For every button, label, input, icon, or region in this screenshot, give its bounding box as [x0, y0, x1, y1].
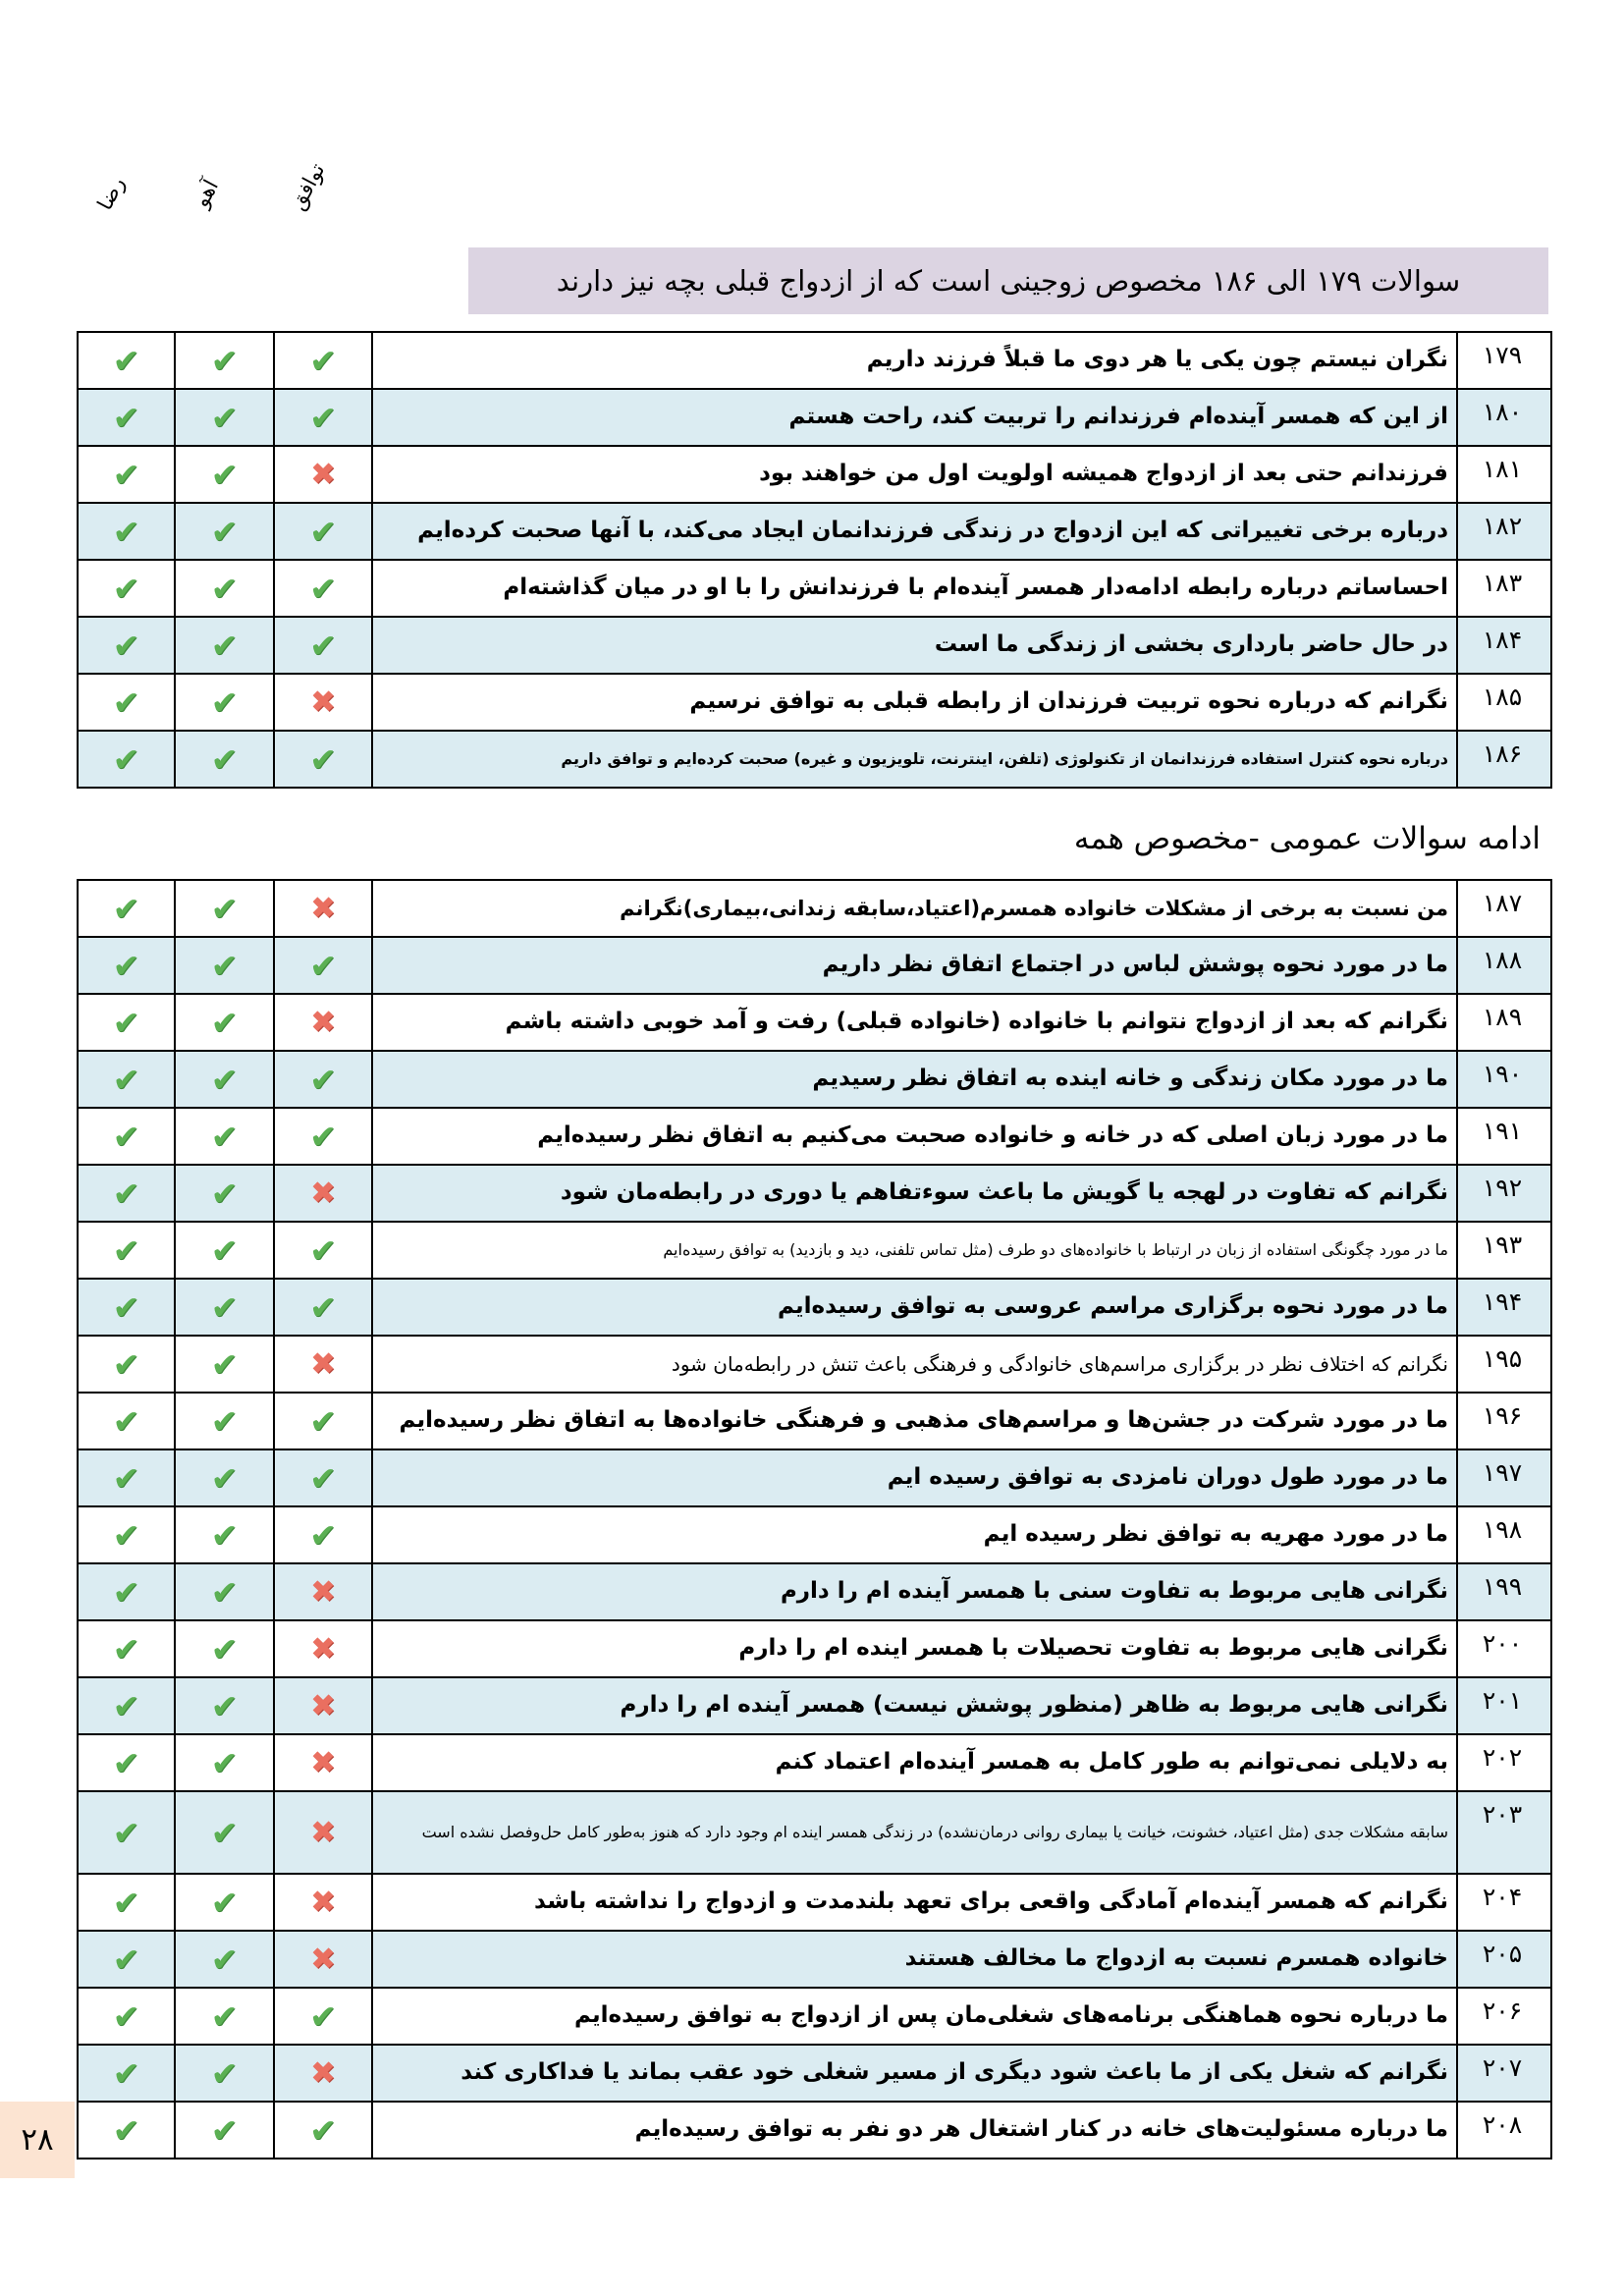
question-text: ما درباره نحوه هماهنگی برنامه‌های شغلی‌مان پس از ازدواج به توافق رسیده‌ایم: [373, 1989, 1458, 2044]
check-icon: ✔: [210, 739, 239, 779]
question-number: ۱۸۶: [1482, 739, 1523, 768]
check-icon: ✔: [112, 1401, 140, 1441]
check-icon: ✔: [309, 739, 337, 779]
check-icon: ✔: [309, 398, 337, 437]
check-icon: ✔: [210, 1117, 239, 1156]
question-text: نگرانم که اختلاف نظر در برگزاری مراسم‌های خانوادگی و فرهنگی باعث تنش در رابطه‌مان شود: [373, 1337, 1458, 1392]
check-icon: ✔: [210, 1572, 239, 1612]
check-icon: ✔: [112, 1572, 140, 1612]
question-number: ۱۸۲: [1482, 512, 1523, 540]
table-row: [79, 390, 1550, 447]
mark-cell: [79, 1280, 176, 1335]
mark-cell: [275, 881, 373, 936]
mark-cell: [176, 333, 275, 388]
question-text: نگرانم که درباره نحوه تربیت فرزندان از رابطه قبلی به توافق نرسیم: [373, 675, 1458, 730]
question-number: ۲۰۸: [1482, 2110, 1523, 2139]
mark-cell: [275, 1621, 373, 1676]
mark-cell: [79, 1989, 176, 2044]
question-text: ما در مورد طول دوران نامزدی به توافق رسیده ایم: [373, 1450, 1458, 1505]
cross-icon: ✖: [310, 2055, 336, 2091]
check-icon: ✔: [112, 2053, 140, 2093]
check-icon: ✔: [112, 1996, 140, 2036]
check-icon: ✔: [112, 1940, 140, 1979]
question-text: از این که همسر آینده‌ام فرزندانم را تربیت کند، راحت هستم: [373, 390, 1458, 445]
table-row: [79, 561, 1550, 618]
mark-cell: [176, 1564, 275, 1619]
check-icon: ✔: [309, 1117, 337, 1156]
question-number: ۱۸۱: [1482, 455, 1523, 483]
mark-cell: [275, 390, 373, 445]
question-text: خانواده همسرم نسبت به ازدواج ما مخالف هستند: [373, 1932, 1458, 1987]
mark-cell: [176, 1109, 275, 1164]
mark-cell: [275, 1450, 373, 1505]
table-row: [79, 333, 1550, 390]
table-row: [79, 732, 1550, 787]
mark-cell: [79, 1394, 176, 1449]
section1-title: سوالات ۱۷۹ الی ۱۸۶ مخصوص زوجینی است که از ازدواج قبلی بچه نیز دارند: [556, 264, 1461, 298]
mark-cell: [79, 2046, 176, 2101]
check-icon: ✔: [210, 1401, 239, 1441]
question-number: ۱۹۶: [1482, 1401, 1523, 1430]
question-text: نگرانم که شغل یکی از ما باعث شود دیگری از مسیر شغلی خود عقب بماند یا فداکاری کند: [373, 2046, 1458, 2101]
question-text: ما در مورد زبان اصلی که در خانه و خانواده صحبت می‌کنیم به اتفاق نظر رسیده‌ایم: [373, 1109, 1458, 1164]
question-text: ما درباره مسئولیت‌های خانه در کنار اشتغال هر دو نفر به توافق رسیده‌ایم: [373, 2103, 1458, 2158]
mark-cell: [176, 675, 275, 730]
table-row: [79, 1989, 1550, 2046]
mark-cell: [275, 1166, 373, 1221]
check-icon: ✔: [210, 1940, 239, 1979]
column-label-ahoo: آهو: [189, 176, 223, 211]
table-row: [79, 1052, 1550, 1109]
page-number-badge: [0, 2102, 75, 2178]
mark-cell: [79, 1166, 176, 1221]
check-icon: ✔: [112, 1003, 140, 1042]
table-row: [79, 504, 1550, 561]
check-icon: ✔: [210, 1686, 239, 1725]
check-icon: ✔: [210, 1230, 239, 1270]
check-icon: ✔: [112, 1287, 140, 1327]
question-number: ۲۰۷: [1482, 2053, 1523, 2082]
table-row: [79, 1109, 1550, 1166]
cross-icon: ✖: [310, 1631, 336, 1667]
check-icon: ✔: [309, 1515, 337, 1555]
check-icon: ✔: [309, 1060, 337, 1099]
question-text: ما در مورد مهریه به توافق نظر رسیده ایم: [373, 1507, 1458, 1562]
question-number: ۱۹۳: [1482, 1230, 1523, 1259]
mark-cell: [275, 1394, 373, 1449]
mark-cell: [275, 1875, 373, 1930]
mark-cell: [275, 1052, 373, 1107]
mark-cell: [79, 995, 176, 1050]
check-icon: ✔: [112, 946, 140, 985]
cross-icon: ✖: [310, 457, 336, 492]
mark-cell: [79, 938, 176, 993]
check-icon: ✔: [210, 2053, 239, 2093]
check-icon: ✔: [210, 1813, 239, 1852]
mark-cell: [275, 1337, 373, 1392]
mark-cell: [275, 447, 373, 502]
question-number: ۱۸۸: [1482, 946, 1523, 974]
question-number: ۲۰۶: [1482, 1996, 1523, 2025]
mark-cell: [176, 618, 275, 673]
check-icon: ✔: [210, 889, 239, 928]
mark-cell: [176, 1450, 275, 1505]
cross-icon: ✖: [310, 1941, 336, 1977]
table-row: [79, 1394, 1550, 1450]
table-row: [79, 1678, 1550, 1735]
mark-cell: [79, 1109, 176, 1164]
mark-cell: [176, 732, 275, 787]
mark-cell: [79, 504, 176, 559]
question-number: ۱۸۹: [1482, 1003, 1523, 1031]
cross-icon: ✖: [310, 684, 336, 720]
mark-cell: [275, 333, 373, 388]
question-number: ۱۹۵: [1482, 1344, 1523, 1373]
mark-cell: [176, 1507, 275, 1562]
mark-cell: [176, 504, 275, 559]
question-number: ۱۹۹: [1482, 1572, 1523, 1601]
question-text: نگران نیستم چون یکی یا هر دوی ما قبلاً فرزند داریم: [373, 333, 1458, 388]
check-icon: ✔: [210, 1515, 239, 1555]
mark-cell: [79, 333, 176, 388]
mark-cell: [176, 995, 275, 1050]
check-icon: ✔: [309, 1230, 337, 1270]
mark-cell: [79, 1450, 176, 1505]
question-number: ۱۷۹: [1482, 341, 1523, 369]
check-icon: ✔: [210, 398, 239, 437]
question-text: درباره برخی تغییراتی که این ازدواج در زندگی فرزندانمان ایجاد می‌کند، با آنها صحبت کرده‌ایم: [373, 504, 1458, 559]
mark-cell: [79, 1507, 176, 1562]
table-row: [79, 1166, 1550, 1223]
check-icon: ✔: [210, 569, 239, 608]
check-icon: ✔: [112, 1686, 140, 1725]
question-text: نگرانم که بعد از ازدواج نتوانم با خانواده (خانواده قبلی) رفت و آمد خوبی داشته باشم: [373, 995, 1458, 1050]
mark-cell: [79, 390, 176, 445]
table-row: [79, 1621, 1550, 1678]
mark-cell: [79, 732, 176, 787]
question-text: احساساتم درباره رابطه ادامه‌دار همسر آینده‌ام با فرزندانش را با او در میان گذاشته‌ام: [373, 561, 1458, 616]
table-row: [79, 1564, 1550, 1621]
check-icon: ✔: [112, 626, 140, 665]
table-row: [79, 675, 1550, 732]
mark-cell: [275, 995, 373, 1050]
mark-cell: [275, 1932, 373, 1987]
mark-cell: [176, 390, 275, 445]
question-number: ۲۰۱: [1482, 1686, 1523, 1715]
check-icon: ✔: [210, 1996, 239, 2036]
question-text: به دلایلی نمی‌توانم به طور کامل به همسر آینده‌ام اعتماد کنم: [373, 1735, 1458, 1790]
mark-cell: [79, 1678, 176, 1733]
table-row: [79, 938, 1550, 995]
mark-cell: [79, 561, 176, 616]
question-number: ۲۰۵: [1482, 1940, 1523, 1968]
table-row: [79, 2103, 1550, 2158]
mark-cell: [275, 675, 373, 730]
check-icon: ✔: [112, 1117, 140, 1156]
mark-cell: [79, 1792, 176, 1873]
question-text: نگرانی هایی مربوط به تفاوت سنی با همسر آینده ام را دارم: [373, 1564, 1458, 1619]
cross-icon: ✖: [310, 1175, 336, 1211]
mark-cell: [275, 1564, 373, 1619]
table-row: [79, 881, 1550, 938]
mark-cell: [275, 1507, 373, 1562]
check-icon: ✔: [210, 1629, 239, 1668]
table-row: [79, 1875, 1550, 1932]
mark-cell: [275, 732, 373, 787]
check-icon: ✔: [309, 569, 337, 608]
check-icon: ✔: [309, 626, 337, 665]
page-number: ۲۸: [21, 2122, 54, 2158]
check-icon: ✔: [112, 1458, 140, 1498]
check-icon: ✔: [112, 1060, 140, 1099]
check-icon: ✔: [210, 683, 239, 722]
question-number: ۱۹۷: [1482, 1458, 1523, 1487]
check-icon: ✔: [309, 1458, 337, 1498]
question-text: نگرانم که همسر آینده‌ام آمادگی واقعی برای تعهد بلندمدت و ازدواج را نداشته باشد: [373, 1875, 1458, 1930]
check-icon: ✔: [210, 341, 239, 380]
mark-cell: [176, 881, 275, 936]
question-number: ۲۰۴: [1482, 1883, 1523, 1911]
mark-cell: [79, 2103, 176, 2158]
check-icon: ✔: [309, 1996, 337, 2036]
question-text: ما در مورد نحوه پوشش لباس در اجتماع اتفاق نظر داریم: [373, 938, 1458, 993]
mark-cell: [275, 504, 373, 559]
table-row: [79, 1792, 1550, 1875]
table-row: [79, 1932, 1550, 1989]
check-icon: ✔: [210, 1174, 239, 1213]
check-icon: ✔: [210, 1743, 239, 1782]
question-text: در حال حاضر بارداری بخشی از زندگی ما است: [373, 618, 1458, 673]
table-row: [79, 1223, 1550, 1280]
mark-cell: [176, 1337, 275, 1392]
check-icon: ✔: [112, 1174, 140, 1213]
section1-title-bar: [468, 247, 1548, 314]
question-number: ۱۹۱: [1482, 1117, 1523, 1145]
check-icon: ✔: [210, 1344, 239, 1384]
mark-cell: [176, 1678, 275, 1733]
check-icon: ✔: [112, 455, 140, 494]
section2-title: ادامه سوالات عمومی -مخصوص همه: [1073, 821, 1541, 856]
mark-cell: [275, 938, 373, 993]
mark-cell: [176, 1280, 275, 1335]
table-row: [79, 1450, 1550, 1507]
mark-cell: [79, 1337, 176, 1392]
mark-cell: [176, 1223, 275, 1278]
check-icon: ✔: [112, 1344, 140, 1384]
question-text: ما در مورد شرکت در جشن‌ها و مراسم‌های مذهبی و فرهنگی خانواده‌ها به اتفاق نظر رسیده‌ایم: [373, 1394, 1458, 1449]
check-icon: ✔: [112, 1813, 140, 1852]
mark-cell: [275, 1989, 373, 2044]
question-number: ۱۸۰: [1482, 398, 1523, 426]
mark-cell: [79, 1735, 176, 1790]
question-text: ما در مورد چگونگی استفاده از زبان در ارتباط با خانواده‌های دو طرف (مثل تماس تلفنی، دید و بازدید) به توافق رسیده‌ایم: [373, 1223, 1458, 1278]
question-text: نگرانی هایی مربوط به تفاوت تحصیلات با همسر اینده ام را دارم: [373, 1621, 1458, 1676]
mark-cell: [176, 2103, 275, 2158]
mark-cell: [176, 561, 275, 616]
table-row: [79, 1507, 1550, 1564]
check-icon: ✔: [112, 1515, 140, 1555]
cross-icon: ✖: [310, 1745, 336, 1780]
mark-cell: [275, 1280, 373, 1335]
question-number: ۱۹۸: [1482, 1515, 1523, 1544]
cross-icon: ✖: [310, 891, 336, 926]
table-row: [79, 1337, 1550, 1394]
check-icon: ✔: [210, 2110, 239, 2150]
check-icon: ✔: [112, 512, 140, 551]
mark-cell: [275, 1678, 373, 1733]
question-text: فرزندانم حتی بعد از ازدواج همیشه اولویت اول من خواهند بود: [373, 447, 1458, 502]
check-icon: ✔: [112, 341, 140, 380]
mark-cell: [275, 618, 373, 673]
mark-cell: [79, 1621, 176, 1676]
mark-cell: [79, 618, 176, 673]
check-icon: ✔: [112, 569, 140, 608]
question-text: ما در مورد نحوه برگزاری مراسم عروسی به توافق رسیده‌ایم: [373, 1280, 1458, 1335]
question-text: نگرانی هایی مربوط به ظاهر (منظور پوشش نیست) همسر آینده ام را دارم: [373, 1678, 1458, 1733]
check-icon: ✔: [112, 2110, 140, 2150]
cross-icon: ✖: [310, 1574, 336, 1610]
mark-cell: [176, 2046, 275, 2101]
check-icon: ✔: [112, 1743, 140, 1782]
check-icon: ✔: [112, 683, 140, 722]
cross-icon: ✖: [310, 1885, 336, 1920]
mark-cell: [79, 1875, 176, 1930]
check-icon: ✔: [210, 1060, 239, 1099]
mark-cell: [176, 1394, 275, 1449]
check-icon: ✔: [112, 1629, 140, 1668]
cross-icon: ✖: [310, 1815, 336, 1850]
mark-cell: [176, 1052, 275, 1107]
mark-cell: [176, 1932, 275, 1987]
check-icon: ✔: [112, 739, 140, 779]
mark-cell: [176, 447, 275, 502]
cross-icon: ✖: [310, 1005, 336, 1040]
table-row: [79, 618, 1550, 675]
mark-cell: [176, 1792, 275, 1873]
check-icon: ✔: [112, 398, 140, 437]
column-label-reza: رضا: [92, 173, 130, 214]
check-icon: ✔: [309, 1287, 337, 1327]
check-icon: ✔: [309, 1401, 337, 1441]
mark-cell: [79, 881, 176, 936]
mark-cell: [176, 1621, 275, 1676]
check-icon: ✔: [112, 1230, 140, 1270]
table-row: [79, 1280, 1550, 1337]
check-icon: ✔: [309, 341, 337, 380]
mark-cell: [176, 938, 275, 993]
questions-table-179-186: [77, 331, 1552, 789]
mark-cell: [275, 2103, 373, 2158]
mark-cell: [275, 2046, 373, 2101]
check-icon: ✔: [210, 1883, 239, 1922]
question-text: من نسبت به برخی از مشکلات خانواده همسرم(اعتیاد،سابقه زندانی،بیماری)نگرانم: [373, 881, 1458, 936]
check-icon: ✔: [309, 946, 337, 985]
table-row: [79, 1735, 1550, 1792]
cross-icon: ✖: [310, 1346, 336, 1382]
mark-cell: [79, 1932, 176, 1987]
table-row: [79, 2046, 1550, 2103]
question-number: ۲۰۳: [1482, 1800, 1523, 1829]
check-icon: ✔: [210, 455, 239, 494]
question-number: ۲۰۰: [1482, 1629, 1523, 1658]
question-text: درباره نحوه کنترل استفاده فرزندانمان از تکنولوژی (تلفن، اینترنت، تلویزیون و غیره) صحبت کرده‌ایم و توافق داریم: [373, 732, 1458, 787]
mark-cell: [275, 561, 373, 616]
mark-cell: [79, 1052, 176, 1107]
question-number: ۲۰۲: [1482, 1743, 1523, 1772]
mark-cell: [275, 1109, 373, 1164]
question-text: ما در مورد مکان زندگی و خانه اینده به اتفاق نظر رسیدیم: [373, 1052, 1458, 1107]
mark-cell: [79, 1564, 176, 1619]
questions-table-187-208: [77, 879, 1552, 2159]
mark-cell: [275, 1223, 373, 1278]
check-icon: ✔: [210, 1287, 239, 1327]
check-icon: ✔: [112, 1883, 140, 1922]
question-text: نگرانم که تفاوت در لهجه یا گویش ما باعث سوءتفاهم یا دوری در رابطه‌مان شود: [373, 1166, 1458, 1221]
mark-cell: [176, 1875, 275, 1930]
check-icon: ✔: [210, 1003, 239, 1042]
check-icon: ✔: [210, 512, 239, 551]
mark-cell: [176, 1735, 275, 1790]
check-icon: ✔: [210, 626, 239, 665]
question-number: ۱۸۴: [1482, 626, 1523, 654]
mark-cell: [275, 1735, 373, 1790]
question-number: ۱۸۳: [1482, 569, 1523, 597]
mark-cell: [79, 1223, 176, 1278]
question-number: ۱۹۲: [1482, 1174, 1523, 1202]
question-text: سابقه مشکلات جدی (مثل اعتیاد، خشونت، خیانت یا بیماری روانی درمان‌نشده) در زندگی همسر اینده ام وجود دارد که هنوز به‌طور کامل حل‌وفصل نشده است: [373, 1792, 1458, 1873]
mark-cell: [275, 1792, 373, 1873]
question-number: ۱۸۵: [1482, 683, 1523, 711]
question-number: ۱۸۷: [1482, 889, 1523, 917]
mark-cell: [176, 1989, 275, 2044]
cross-icon: ✖: [310, 1688, 336, 1723]
question-number: ۱۹۴: [1482, 1287, 1523, 1316]
mark-cell: [79, 447, 176, 502]
check-icon: ✔: [309, 2110, 337, 2150]
table-row: [79, 995, 1550, 1052]
check-icon: ✔: [309, 512, 337, 551]
table-row: [79, 447, 1550, 504]
check-icon: ✔: [210, 1458, 239, 1498]
mark-cell: [176, 1166, 275, 1221]
column-label-tavafogh: توافق: [285, 159, 330, 214]
question-number: ۱۹۰: [1482, 1060, 1523, 1088]
check-icon: ✔: [210, 946, 239, 985]
mark-cell: [79, 675, 176, 730]
check-icon: ✔: [112, 889, 140, 928]
